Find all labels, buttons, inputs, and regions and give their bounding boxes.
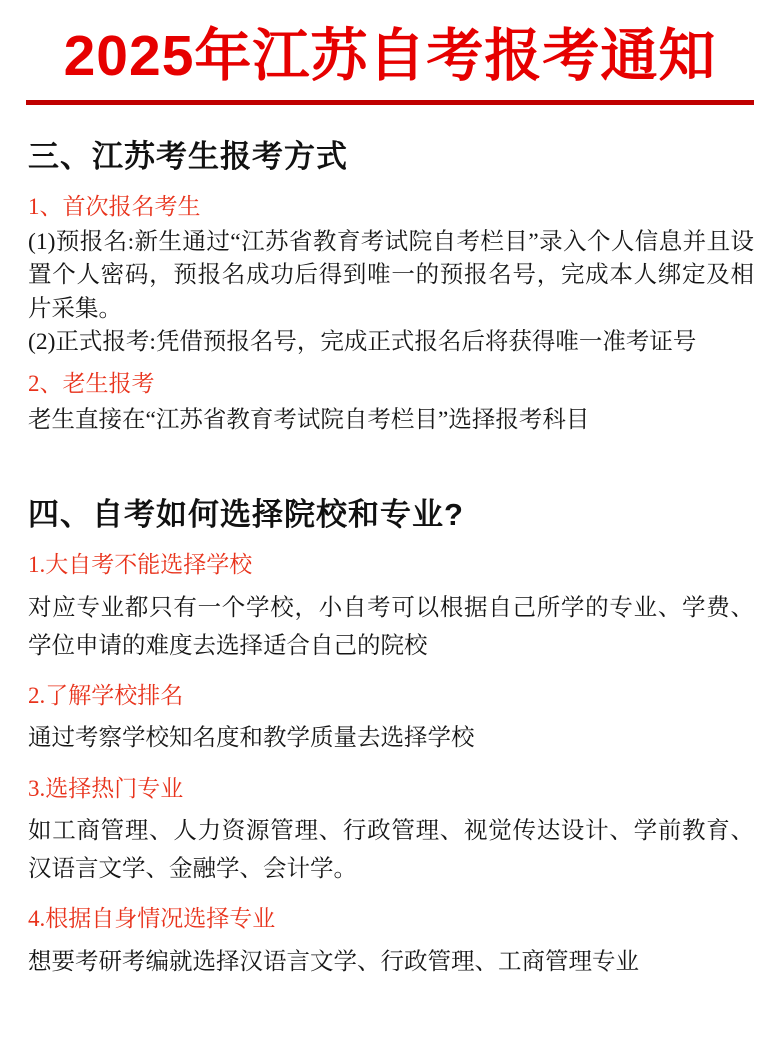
paragraph-returning-registration: 老生直接在“江苏省教育考试院自考栏目”选择报考科目	[28, 406, 590, 433]
paragraph-no-school-choice: 对应专业都只有一个学校，小自考可以根据自己所学的专业、学费、学位申请的难度去选择适合自己的院校	[28, 594, 754, 659]
subsection-popular-majors	[26, 772, 754, 889]
title-divider	[26, 100, 754, 105]
section-enrollment-method	[26, 131, 754, 438]
subsection-label-no-school-choice: 1.大自考不能选择学校	[28, 552, 253, 578]
section-heading-3: 三、江苏考生报考方式	[28, 138, 348, 174]
subsection-label-popular-majors: 3.选择热门专业	[28, 775, 184, 801]
subsection-personal-situation	[26, 902, 754, 981]
subsection-school-ranking	[26, 679, 754, 758]
paragraph-school-ranking: 通过考察学校知名度和教学质量去选择学校	[28, 725, 475, 752]
paragraph-formal-registration: (2)正式报考:凭借预报名号，完成正式报名后将获得唯一准考证号	[28, 329, 697, 356]
paragraph-personal-situation: 想要考研考编就选择汉语言文学、行政管理、工商管理专业	[28, 948, 639, 975]
subsection-returning-student	[26, 367, 754, 437]
subsection-major-no-school-choice	[26, 548, 754, 665]
subsection-label-returning: 2、老生报考	[28, 371, 155, 397]
subsection-label-personal-situation: 4.根据自身情况选择专业	[28, 906, 276, 932]
page-title: 2025年江苏自考报考通知	[63, 24, 717, 88]
subsection-first-time	[26, 190, 754, 360]
paragraph-popular-majors: 如工商管理、人力资源管理、行政管理、视觉传达设计、学前教育、汉语言文学、金融学、会计学。	[28, 818, 754, 883]
section-choose-school-major	[26, 489, 754, 980]
paragraph-pre-registration: (1)预报名:新生通过“江苏省教育考试院自考栏目”录入个人信息并且设置个人密码，预报名成功后得到唯一的预报名号，完成本人绑定及相片采集。	[28, 229, 754, 322]
section-heading-4: 四、自考如何选择院校和专业?	[28, 497, 464, 533]
subsection-label-school-ranking: 2.了解学校排名	[28, 682, 184, 708]
subsection-label-first-time: 1、首次报名考生	[28, 193, 201, 219]
